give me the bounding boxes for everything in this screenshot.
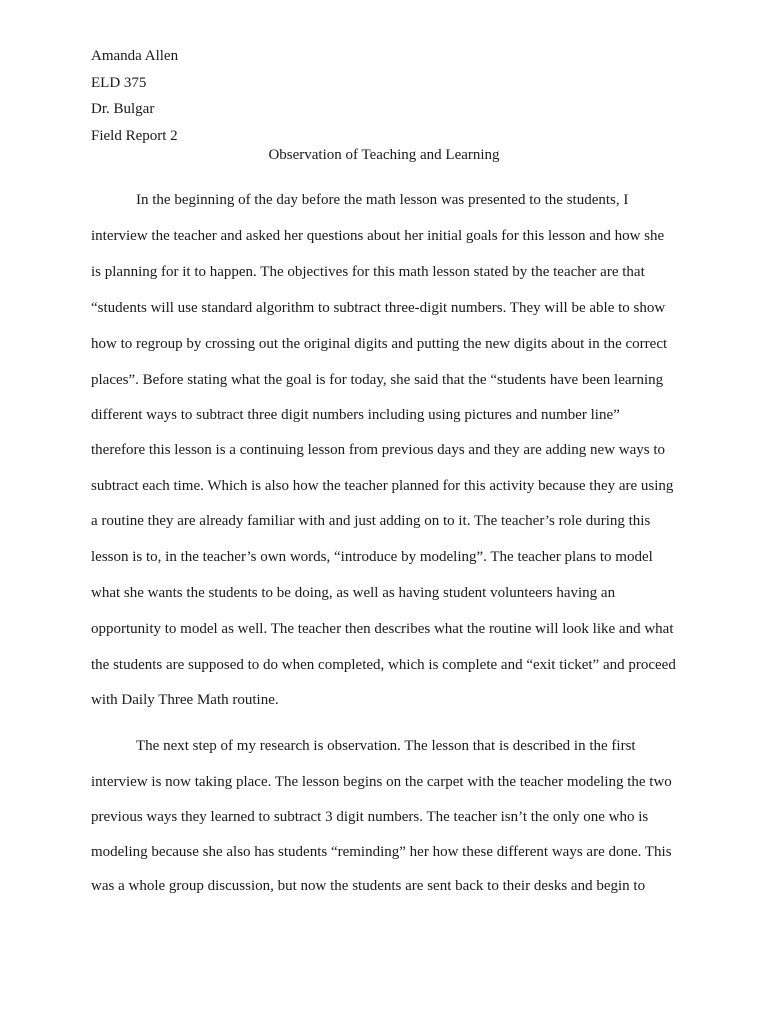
- paragraph-line: the students are supposed to do when completed, which is complete and “exit ticket” and proceed: [91, 657, 676, 673]
- paragraph-line: modeling because she also has students “reminding” her how these different ways are done. This: [91, 844, 672, 860]
- course-code: ELD 375: [91, 75, 147, 91]
- paragraph-line: interview the teacher and asked her questions about her initial goals for this lesson and how she: [91, 228, 665, 244]
- paragraph-line: how to regroup by crossing out the original digits and putting the new digits about in the correct: [91, 336, 668, 352]
- paragraph-line: therefore this lesson is a continuing lesson from previous days and they are adding new ways to: [91, 442, 666, 458]
- paragraph-line: a routine they are already familiar with and just adding on to it. The teacher’s role during this: [91, 513, 651, 529]
- paragraph-line: what she wants the students to be doing, as well as having student volunteers having an: [91, 585, 616, 601]
- assignment-name: Field Report 2: [91, 128, 178, 144]
- instructor-name: Dr. Bulgar: [91, 101, 155, 117]
- paragraph-line: was a whole group discussion, but now the students are sent back to their desks and begin to: [91, 878, 646, 894]
- author-name: Amanda Allen: [91, 48, 179, 64]
- paragraph-line: lesson is to, in the teacher’s own words, “introduce by modeling”. The teacher plans to model: [91, 549, 653, 565]
- paragraph-line: with Daily Three Math routine.: [91, 692, 279, 708]
- paragraph-line: The next step of my research is observation. The lesson that is described in the first: [136, 738, 636, 754]
- paragraph-line: In the beginning of the day before the math lesson was presented to the students, I: [136, 192, 629, 208]
- paragraph-line: previous ways they learned to subtract 3 digit numbers. The teacher isn’t the only one who is: [91, 809, 649, 825]
- paragraph-line: “students will use standard algorithm to subtract three-digit numbers. They will be able to show: [91, 300, 666, 316]
- paragraph-line: opportunity to model as well. The teacher then describes what the routine will look like and what: [91, 621, 674, 637]
- paragraph-line: interview is now taking place. The lesson begins on the carpet with the teacher modeling the two: [91, 774, 672, 790]
- document-title: Observation of Teaching and Learning: [268, 147, 500, 163]
- paragraph-line: places”. Before stating what the goal is for today, she said that the “students have been learning: [91, 372, 664, 388]
- paragraph-line: is planning for it to happen. The objectives for this math lesson stated by the teacher are that: [91, 264, 645, 280]
- paragraph-line: subtract each time. Which is also how the teacher planned for this activity because they are using: [91, 478, 674, 494]
- paragraph-line: different ways to subtract three digit numbers including using pictures and number line”: [91, 407, 620, 423]
